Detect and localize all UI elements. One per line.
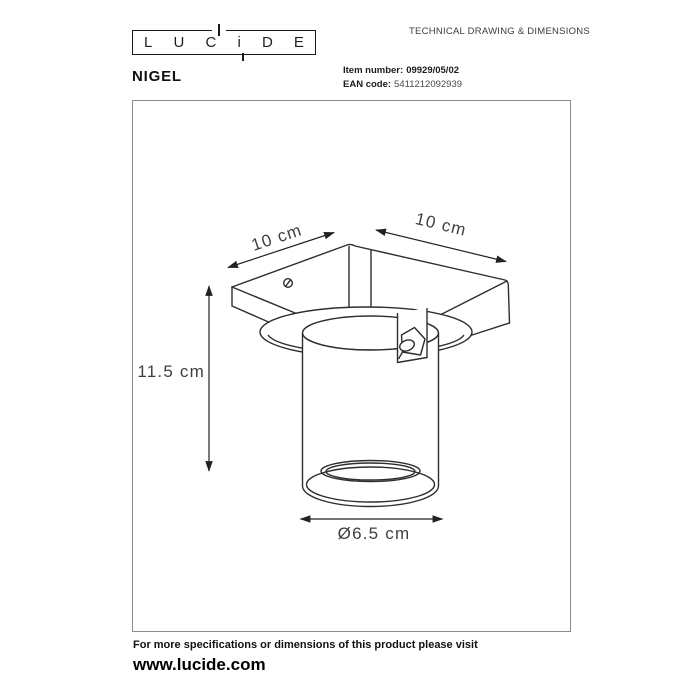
plate-screw-icon (284, 279, 293, 288)
item-number-label: Item number: (343, 65, 404, 76)
item-number-value: 09929/05/02 (406, 65, 460, 76)
logo-letter: i (237, 34, 241, 51)
logo-letter: E (293, 34, 304, 51)
footer (133, 639, 478, 675)
technical-drawing-frame (132, 100, 571, 632)
dim-label-width-right: 10 cm (413, 209, 469, 240)
logo-pendant-stem-icon (218, 24, 220, 36)
ean-code-row (343, 78, 462, 92)
dim-label-width-left: 10 cm (249, 220, 305, 255)
lucide-logo (132, 30, 316, 55)
logo-letter: U (173, 34, 185, 51)
tilt-bracket (398, 308, 428, 363)
logo-letter: L (144, 34, 153, 51)
dim-label-height: 11.5 cm (137, 362, 205, 381)
ean-code-label: EAN code: (343, 79, 392, 90)
ean-code-value: 5411212092939 (394, 79, 463, 90)
dim-label-diameter: Ø6.5 cm (337, 524, 411, 543)
logo-letter: C (205, 34, 217, 51)
item-number-row (343, 64, 462, 78)
product-identifiers (343, 64, 462, 92)
logo-letter: D (261, 34, 273, 51)
footer-website: www.lucide.com (133, 655, 266, 674)
document-type-title: TECHNICAL DRAWING & DIMENSIONS (409, 26, 590, 37)
product-name: NIGEL (132, 68, 182, 85)
logo-frame-tick-icon (242, 53, 244, 61)
footer-note: For more specifications or dimensions of this product please visit (133, 639, 478, 651)
